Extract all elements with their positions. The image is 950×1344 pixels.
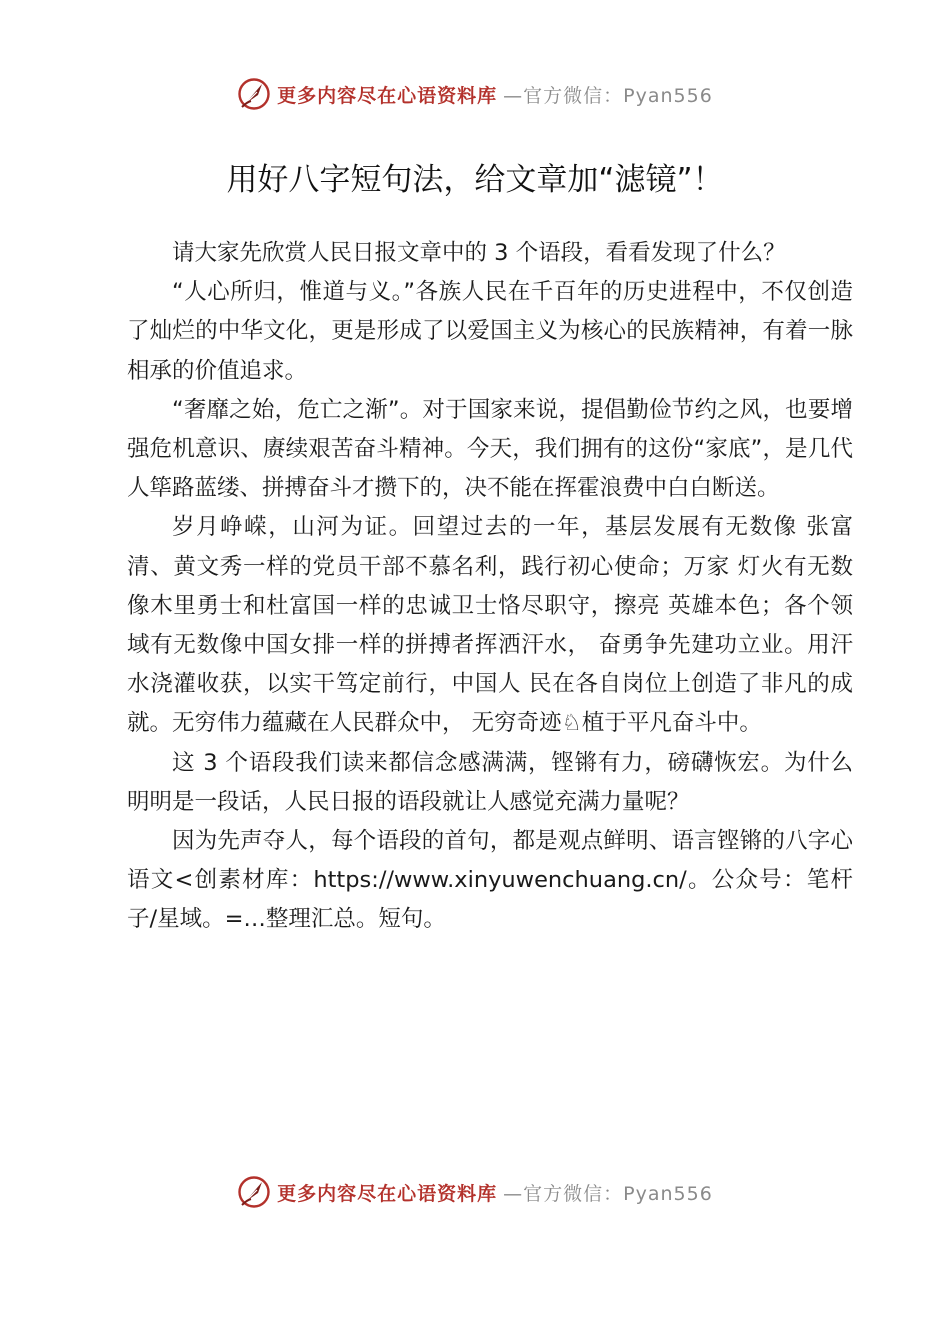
quill-pen-logo-icon	[237, 1175, 271, 1209]
header-banner	[0, 74, 950, 114]
footer-banner	[0, 1172, 950, 1212]
footer-banner-contact: —官方微信：Pyan556	[503, 1182, 713, 1205]
header-banner-contact: —官方微信：Pyan556	[503, 84, 713, 107]
paragraph-question: 这 3 个语段我们读来都信念感满满，铿锵有力，磅礴恢宏。为什么明明是一段话，人民日报的语段就让人感觉充满力量呢？	[127, 749, 853, 815]
paragraph-example-3: 岁月峥嵘，山河为证。回望过去的一年，基层发展有无数像 张富清、黄文秀一样的党员干部不慕名利，践行初心使命；万家 灯火有无数像木里勇士和杜富国一样的忠诚卫士恪尽职守，擦亮 英雄本色；各个领域有无数像中国女排一样的拼搏者挥洒汗水， 奋勇争先建功立业。用汗水浇灌收获，以实干笃定前行，中国人 民在各自岗位上创造了非凡的成就。无穷伟力蕴藏在人民群众中， 无穷奇迹♘植于平凡奋斗中。	[127, 514, 853, 737]
header-banner-text: 更多内容尽在心语资料库	[277, 84, 498, 107]
paragraph-example-1: “人心所归，惟道与义。”各族人民在千百年的历史进程中，不仅创造了灿烂的中华文化，更是形成了以爱国主义为核心的民族精神，有着一脉相承的价值追求。	[127, 279, 853, 384]
article-body	[127, 234, 853, 940]
page-title: 用好八字短句法，给文章加“滤镜”！	[226, 162, 724, 198]
footer-banner-text: 更多内容尽在心语资料库	[277, 1182, 498, 1205]
paragraph-intro: 请大家先欣赏人民日报文章中的 3 个语段，看看发现了什么？	[172, 240, 786, 266]
quill-pen-logo-icon	[237, 77, 271, 111]
paragraph-example-2: “奢靡之始，危亡之渐”。对于国家来说，提倡勤俭节约之风，也要增强危机意识、赓续艰苦奋斗精神。今天，我们拥有的这份“家底”，是几代人筚路蓝缕、拼搏奋斗才攒下的，决不能在挥霍浪费中白白断送。	[127, 396, 853, 502]
paragraph-answer: 因为先声夺人，每个语段的首句，都是观点鲜明、语言铿锵的八字心语文<创素材库：https://www.xinyuwenchuang.cn/。公众号：笔杆子/星域。=…整理汇总。短句。	[127, 828, 853, 933]
